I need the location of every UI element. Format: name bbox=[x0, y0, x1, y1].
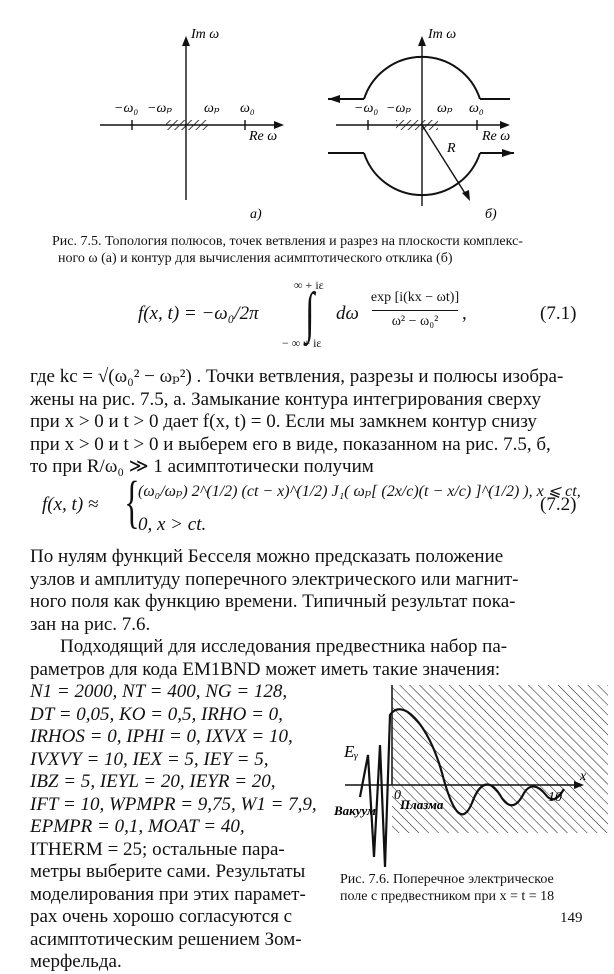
eq71-label: (7.1) bbox=[540, 303, 577, 324]
eq71-dw: dω bbox=[336, 303, 359, 324]
parameter-list: N1 = 2000, NT = 400, NG = 128, DT = 0,05, KO = 0,5, IRHO = 0, IRHOS = 0, IPHI = 0, IXVX = 10, IVXVY = 10, IEX = 5, IEY = 5, IBZ = 5, IEYL = 20, IEYR = 20, IFT = 10, WPMPR = 9,75, W1 = 7,9, EPMPR = 0,1, MOAT = 40, ITHERM = 25; остальные пара- метры выберите сами. Результаты моделирования при этих парамет- рах очень хорошо согласуются с асимптотическим решением Зом- мерфельда. bbox=[30, 681, 317, 972]
eq71-fraction-bar bbox=[372, 310, 458, 311]
paragraph-3: Подходящий для исследования предвестника набор па- раметров для кода EM1BND может иметь такие значения: bbox=[30, 636, 508, 680]
a-label-wp: ωₚ bbox=[204, 101, 220, 116]
eq72-label: (7.2) bbox=[540, 494, 577, 515]
b-axis-y-label: Im ω bbox=[428, 27, 457, 42]
figure-7-6-caption: Рис. 7.6. Поперечное электрическое поле с предвестником при x = t = 18 bbox=[340, 872, 555, 904]
paragraph-2: По нулям функций Бесселя можно предсказать положение узлов и амплитуду поперечного электрического или магнит- ного поля как функцию времени. Типичный результат пока- зан на рис. 7.6. bbox=[30, 546, 519, 635]
b-axis-x-label: Re ω bbox=[482, 129, 511, 144]
eq72-case2: 0, x > ct. bbox=[138, 514, 207, 535]
eq71-integral-sign: ∫ bbox=[305, 282, 315, 344]
eq72-lhs: f(x, t) ≈ bbox=[42, 494, 99, 515]
eq71-denominator: ω² − ω₀² bbox=[391, 314, 439, 329]
fig76-x-ten: 10 bbox=[548, 790, 562, 805]
a-label-minus-w0: −ω₀ bbox=[114, 101, 139, 116]
eq71-lhs: f(x, t) = −ω₀/2π bbox=[138, 303, 259, 324]
b-label-minus-wp: −ωₚ bbox=[386, 101, 411, 116]
figure-7-5-caption: Рис. 7.5. Топология полюсов, точек ветвления и разрез на плоскости комплекс- ного ω (а) и контур для вычисления асимптотического отклика (б) bbox=[52, 234, 523, 266]
a-panel-letter: a) bbox=[250, 207, 262, 222]
eq72-case1: (ω₀/ωₚ) 2^(1/2) (ct − x)^(1/2) J₁( ωₚ[ (2x/c)(t − x/c) ]^(1/2) ), x ⩽ ct, bbox=[138, 483, 581, 500]
panel-b bbox=[328, 27, 514, 222]
a-axis-y-label: Im ω bbox=[191, 27, 220, 42]
panel-a bbox=[100, 27, 284, 222]
fig76-ylabel: Eᵧ bbox=[344, 742, 359, 761]
fig76-x-axis: x bbox=[580, 769, 587, 784]
a-label-w0: ω₀ bbox=[240, 101, 255, 116]
eq71-upper-limit: ∞ + iε bbox=[294, 278, 324, 292]
b-panel-letter: б) bbox=[485, 207, 497, 222]
a-label-minus-wp: −ωₚ bbox=[147, 101, 172, 116]
b-label-minus-w0: −ω₀ bbox=[354, 101, 379, 116]
fig76-vacuum: Вакуум bbox=[334, 803, 376, 818]
a-axis-x-label: Re ω bbox=[249, 129, 278, 144]
figure-7-5 bbox=[0, 0, 614, 230]
fig76-x-zero: 0 bbox=[394, 788, 401, 803]
figure-7-6 bbox=[330, 685, 610, 885]
fig76-plasma: Плазма bbox=[400, 797, 444, 812]
eq71-lower-limit: − ∞ + iε bbox=[282, 336, 322, 350]
paragraph-1: где kc = √(ω₀² − ωₚ²) . Точки ветвления, разрезы и полюсы изобра- жены на рис. 7.5, а. Замыкание контура интегрирования сверху при x > 0 и t > 0 дает f(x, t) = 0. Если мы замкнем контур снизу при x > 0 и t > 0 и выберем его в виде, показанном на рис. 7.5, б, то при R/ω₀ ≫ 1 асимптотически получим bbox=[30, 366, 564, 477]
b-label-wp: ωₚ bbox=[437, 101, 453, 116]
page-number: 149 bbox=[560, 910, 583, 926]
eq71-tail: , bbox=[462, 303, 467, 324]
b-label-w0: ω₀ bbox=[469, 101, 484, 116]
b-radius-label: R bbox=[447, 141, 456, 156]
eq72-brace: { bbox=[124, 469, 140, 534]
eq71-numerator: exp [i(kx − ωt)] bbox=[370, 290, 460, 305]
